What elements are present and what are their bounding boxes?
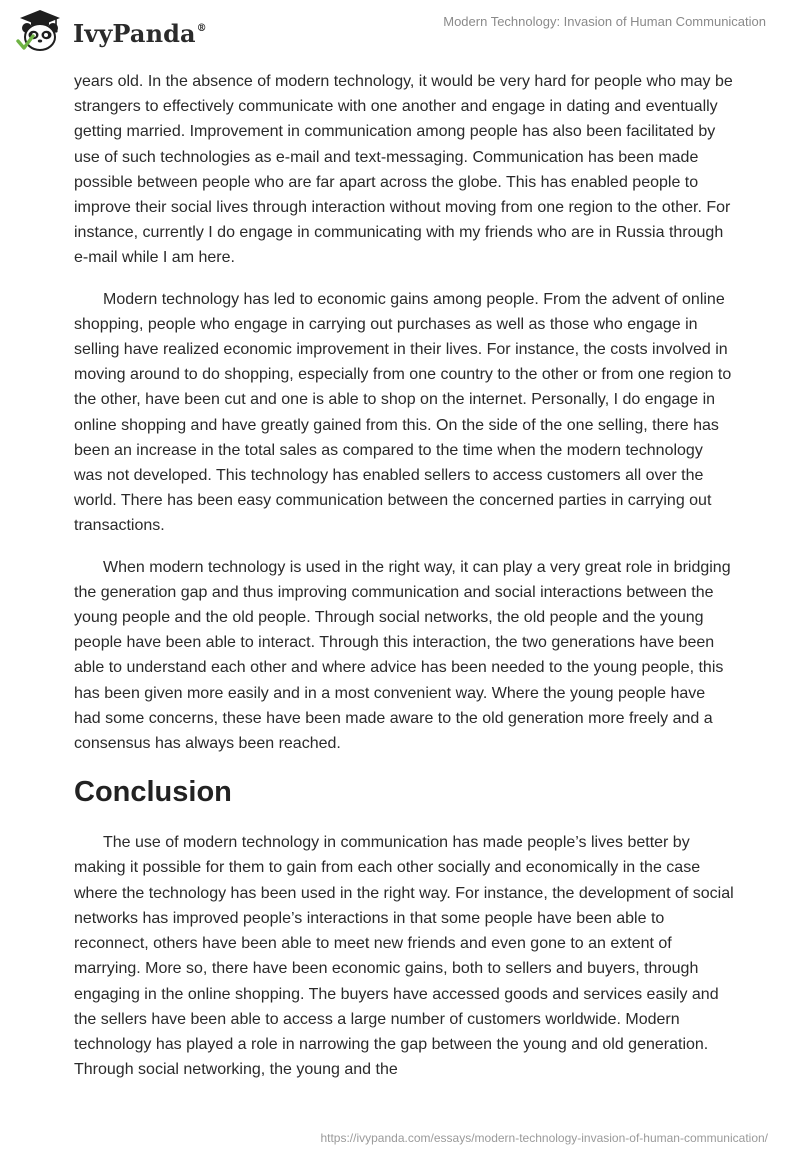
conclusion-paragraph: The use of modern technology in communication has made people’s lives better by making it possible for them to gain from each other socially and economically in the case where the technology has been used in the right way. For instance, the development of social networks has improved people’s interactions in that some people have been able to reconnect, others have been able to meet new friends and even gone to an extent of marrying. More so, there have been economic gains, both to sellers and buyers, through engaging in the online shopping. The buyers have accessed goods and services easily and the sellers have been able to access a large number of customers worldwide. Modern technology has played a role in narrowing the gap between the young and old generation. Through social networking, the young and the bbox=[74, 834, 734, 1079]
paragraph-continued: years old. In the absence of modern technology, it would be very hard for people who may be strangers to effectively communicate with one another and engage in dating and eventually getting married. Improvement in communication among people has also been facilitated by use of such technologies as e-mail and text-messaging. Communication has been made possible between people who are far apart across the globe. This has enabled people to improve their social lives through interaction without moving from one region to the other. For instance, currently I do engage in communicating with my friends who are in Russia through e-mail while I am here. bbox=[74, 73, 733, 267]
paragraph-economic-gains: Modern technology has led to economic gains among people. From the advent of online shopping, people who engage in carrying out purchases as well as those who engage in selling have realized economic improvement in their lives. For instance, the costs involved in moving around to do shopping, especially from one country to the other or from one region to the other, have been cut and one is able to shop on the internet. Personally, I do engage in online shopping and have greatly gained from this. On the side of the one selling, there has been an increase in the total sales as compared to the time when the modern technology was not developed. This technology has enabled sellers to access customers all over the world. There has been easy communication between the concerned parties in carrying out transactions. bbox=[74, 290, 732, 535]
conclusion-heading: Conclusion bbox=[74, 776, 232, 809]
brand-name: IvyPanda® bbox=[73, 18, 207, 48]
document-title: Modern Technology: Invasion of Human Communication bbox=[443, 14, 766, 29]
site-logo[interactable] bbox=[16, 8, 207, 56]
paragraph-generation-gap: When modern technology is used in the right way, it can play a very great role in bridging the generation gap and thus improving communication and social interactions between the young people and the old people. Through social networks, the old people and the young people have been able to interact. Through this interaction, the two generations have been able to understand each other and where advice has been needed to the young people, this has been given more easily and in a most convenient way. Where the young people have had some concerns, these have been made aware to the old generation more freely and a consensus has always been reached. bbox=[74, 558, 731, 753]
page-header bbox=[0, 0, 800, 70]
panda-graduate-logo-icon bbox=[16, 8, 64, 56]
source-url[interactable]: https://ivypanda.com/essays/modern-technology-invasion-of-human-communication/ bbox=[320, 1131, 768, 1145]
essay-body bbox=[74, 69, 734, 1098]
